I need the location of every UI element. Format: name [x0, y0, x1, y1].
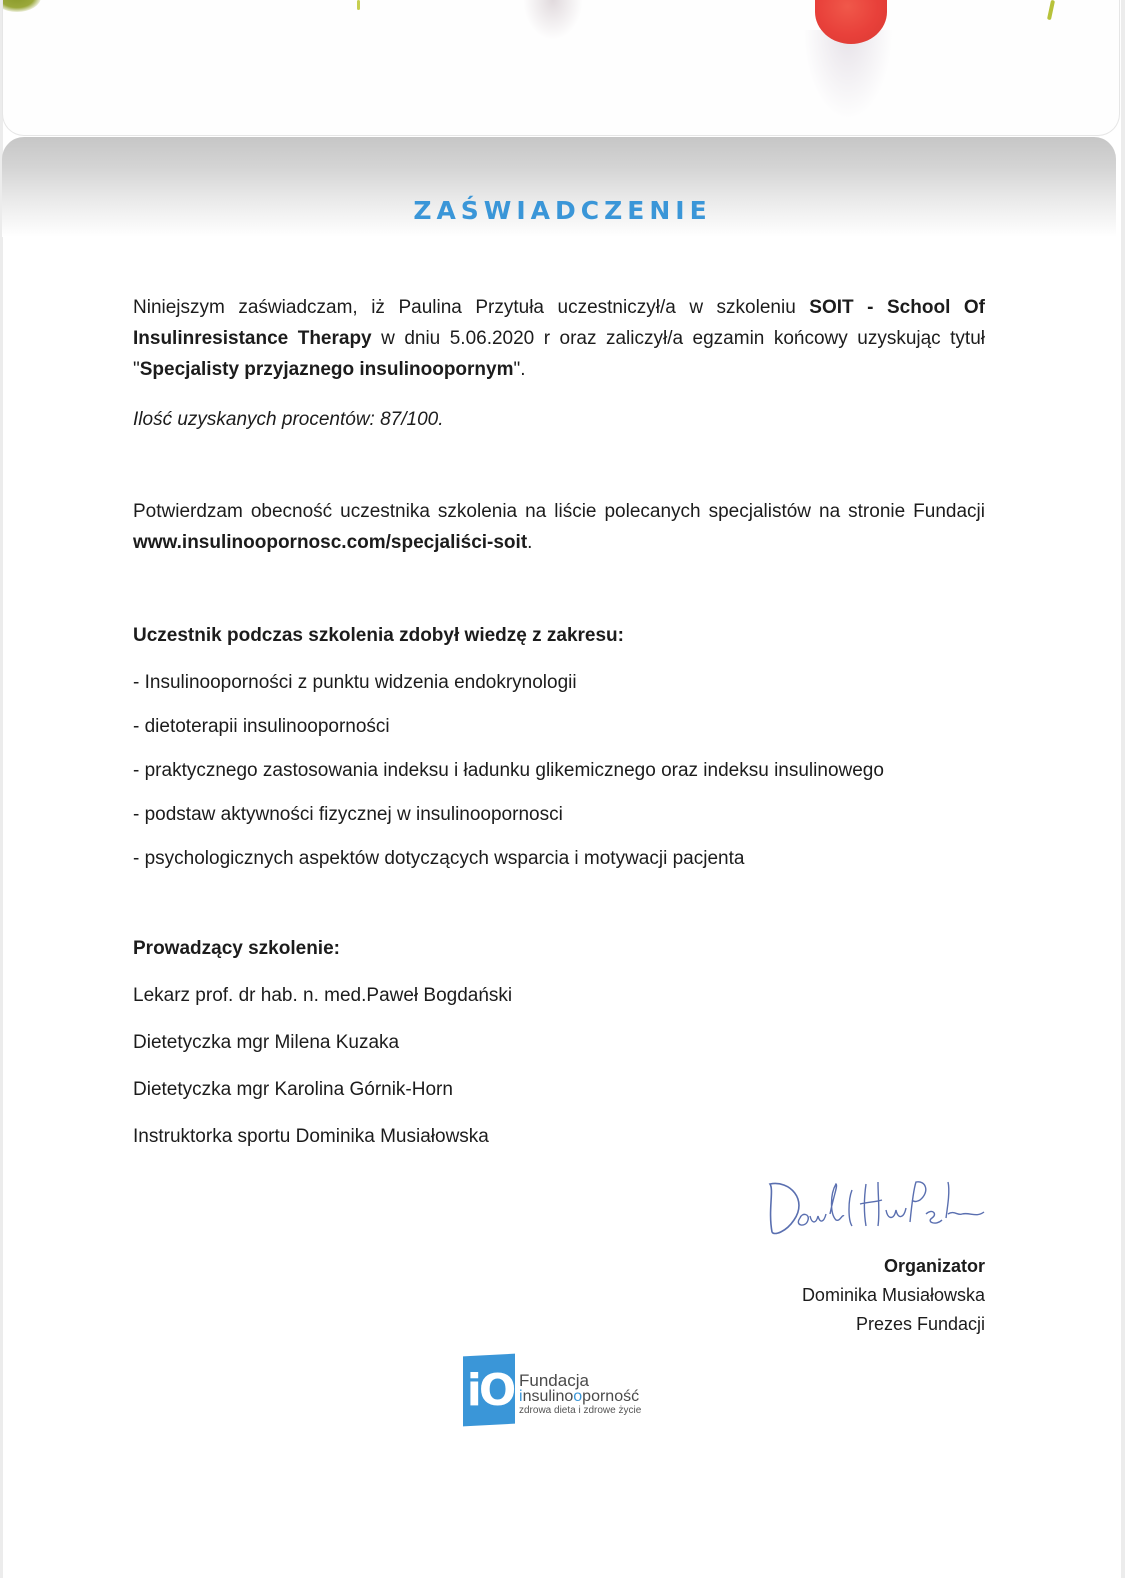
- knowledge-item: - podstaw aktywności fizycznej w insulinoopornosci: [133, 804, 563, 825]
- score-line: Ilość uzyskanych procentów: 87/100.: [133, 409, 444, 430]
- trainer-item: Lekarz prof. dr hab. n. med.Paweł Bogdański: [133, 985, 513, 1006]
- signature-image: [760, 1170, 990, 1250]
- foundation-logo: [463, 1353, 673, 1428]
- page-edge-right: [1121, 0, 1125, 1578]
- stem-image: [357, 0, 360, 10]
- trainer-item: Dietetyczka mgr Karolina Górnik-Horn: [133, 1079, 453, 1100]
- intro-text: Niniejszym zaświadczam, iż Paulina Przytuła uczestniczył/a w szkoleniu: [133, 297, 810, 318]
- organizer-name: Dominika Musiałowska: [801, 1285, 985, 1305]
- logo-mark-text: iO: [466, 1365, 514, 1416]
- knowledge-heading: Uczestnik podczas szkolenia zdobył wiedzę z zakresu:: [133, 625, 624, 646]
- vegetable-image: [2, 0, 41, 12]
- organizer-block: [802, 1252, 985, 1339]
- trainer-item: Instruktorka sportu Dominika Musiałowska: [133, 1126, 489, 1147]
- certificate-title: ZAŚWIADCZENIE: [413, 196, 712, 225]
- stem-image: [1047, 0, 1055, 20]
- trainers-heading: Prowadzący szkolenie:: [133, 938, 340, 959]
- logo-tagline: zdrowa dieta i zdrowe życie: [519, 1405, 642, 1416]
- logo-subtitle-highlight: o: [573, 1388, 583, 1405]
- header-photo-banner: [2, 0, 1120, 136]
- knowledge-item: - Insulinooporności z punktu widzenia endokrynologii: [133, 672, 577, 693]
- trainers-list: [133, 980, 985, 1168]
- confirmation-text: Potwierdzam obecność uczestnika szkolenia na liście polecanych specjalistów na stronie Fundacji: [133, 501, 985, 522]
- shadow-decoration: [523, 0, 583, 40]
- logo-subtitle-suffix: porność: [582, 1388, 640, 1405]
- knowledge-item: - praktycznego zastosowania indeksu i ładunku glikemicznego oraz indeksu insulinowego: [133, 760, 884, 781]
- knowledge-list: [133, 667, 985, 887]
- organizer-role: Organizator: [883, 1256, 985, 1276]
- logo-subtitle-part: nsulino: [522, 1388, 574, 1405]
- confirmation-end: .: [527, 532, 533, 553]
- confirmation-paragraph: [133, 496, 985, 558]
- intro-paragraph: [133, 292, 985, 385]
- knowledge-item: - psychologicznych aspektów dotyczących wsparcia i motywacji pacjenta: [133, 848, 745, 869]
- foundation-url: www.insulinoopornosc.com/specjaliści-soit: [133, 532, 528, 553]
- trainer-item: Dietetyczka mgr Milena Kuzaka: [133, 1032, 400, 1053]
- logo-subtitle-i: i: [519, 1388, 523, 1405]
- organizer-position: Prezes Fundacji: [855, 1314, 985, 1334]
- logo-subtitle: [519, 1389, 639, 1405]
- knowledge-item: - dietoterapii insulinooporności: [133, 716, 390, 737]
- course-name: SOIT - School Of Insulinresistance Therapy: [133, 297, 985, 349]
- intro-text: w dniu 5.06.2020 r oraz zaliczył/a egzamin końcowy uzyskując tytuł ": [133, 328, 985, 380]
- intro-text: ".: [513, 359, 526, 380]
- logo-name: Fundacja: [519, 1371, 589, 1390]
- awarded-title: Specjalisty przyjaznego insulinoopornym: [139, 359, 514, 380]
